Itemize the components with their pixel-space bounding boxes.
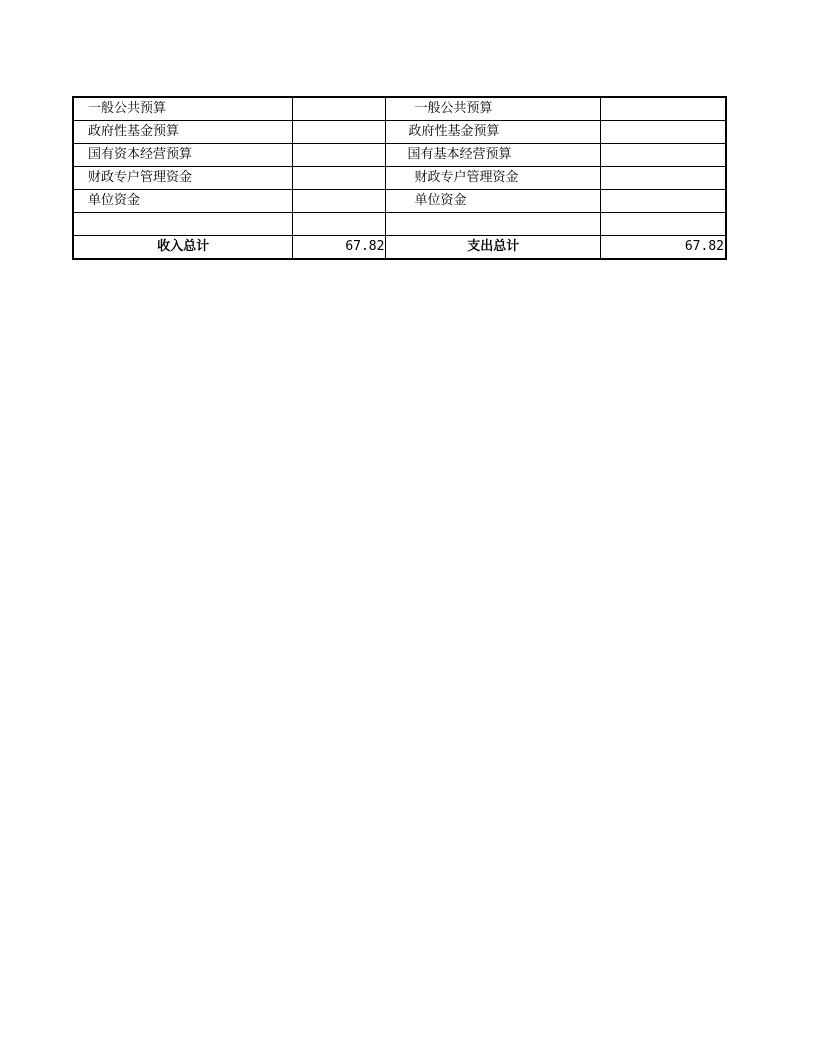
income-item-amount [293, 121, 386, 144]
income-item-amount [293, 167, 386, 190]
table-row [73, 167, 726, 190]
income-total-amount: 67.82 [293, 236, 386, 260]
expense-total-amount: 67.82 [601, 236, 726, 260]
income-item-label: 单位资金 [73, 190, 293, 213]
expense-item-label: 一般公共预算 [386, 97, 601, 121]
table-row [73, 213, 726, 236]
table-row [73, 144, 726, 167]
expense-item-amount [601, 121, 726, 144]
expense-item-amount [601, 190, 726, 213]
income-item-amount [293, 190, 386, 213]
expense-item-amount [601, 97, 726, 121]
table-row [73, 97, 726, 121]
totals-row [73, 236, 726, 260]
expense-item-amount [601, 213, 726, 236]
income-item-amount [293, 213, 386, 236]
expense-total-label: 支出总计 [386, 236, 601, 260]
table-row [73, 190, 726, 213]
expense-item-label: 财政专户管理资金 [386, 167, 601, 190]
income-item-amount [293, 97, 386, 121]
income-total-label: 收入总计 [73, 236, 293, 260]
budget-summary-table [72, 96, 727, 260]
income-item-label: 财政专户管理资金 [73, 167, 293, 190]
expense-item-amount [601, 144, 726, 167]
expense-item-label: 政府性基金预算 [386, 121, 601, 144]
expense-item-amount [601, 167, 726, 190]
income-item-label [73, 213, 293, 236]
expense-item-label: 国有基本经营预算 [386, 144, 601, 167]
expense-item-label [386, 213, 601, 236]
expense-item-label: 单位资金 [386, 190, 601, 213]
income-item-amount [293, 144, 386, 167]
income-item-label: 一般公共预算 [73, 97, 293, 121]
income-item-label: 国有资本经营预算 [73, 144, 293, 167]
income-item-label: 政府性基金预算 [73, 121, 293, 144]
table-row [73, 121, 726, 144]
